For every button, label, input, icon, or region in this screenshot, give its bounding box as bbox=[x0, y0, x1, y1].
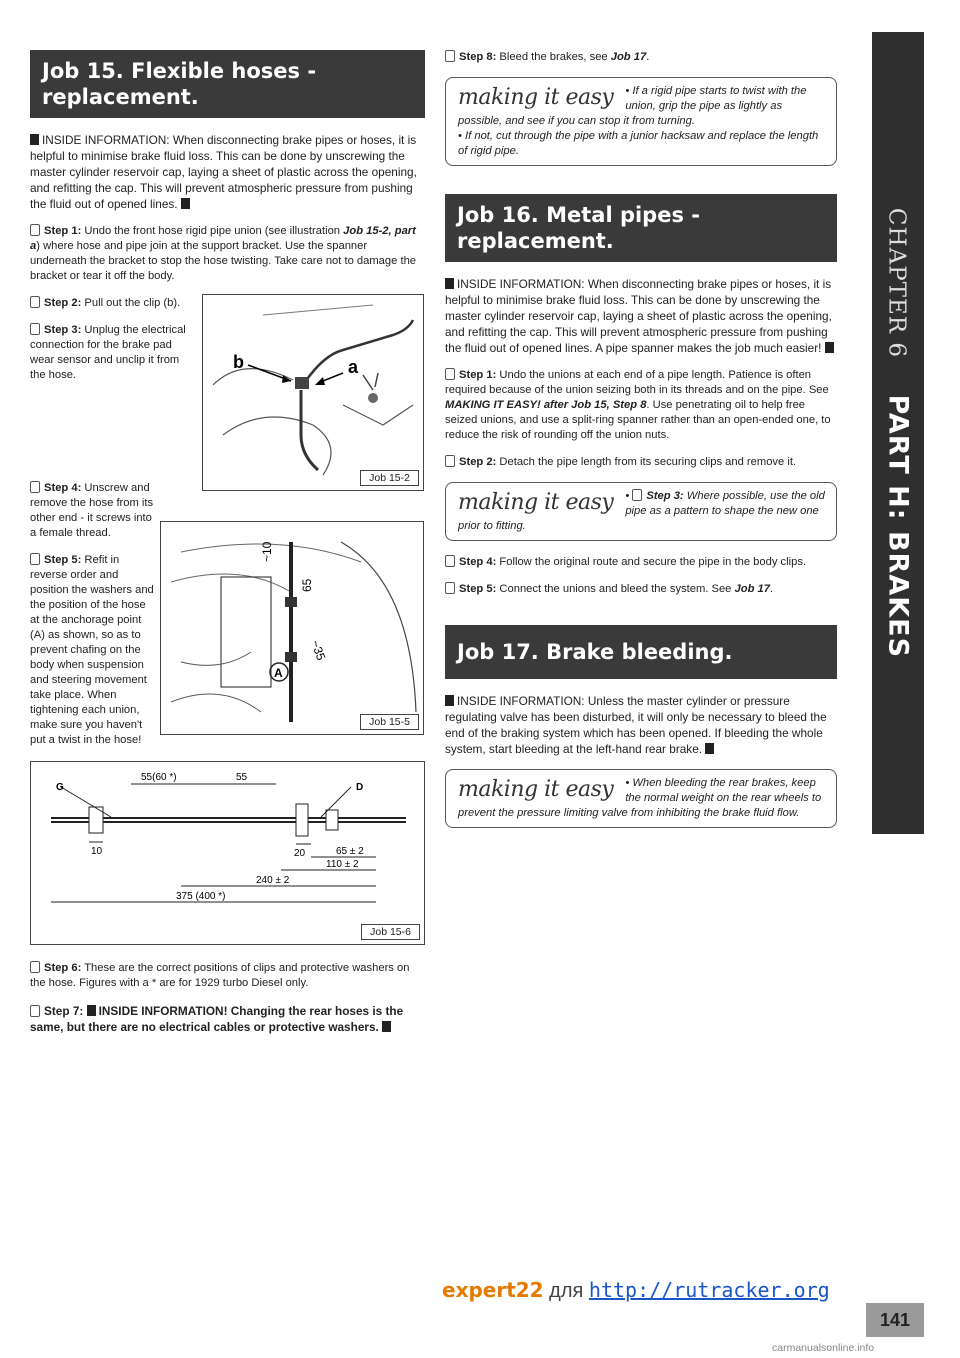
checkbox-icon bbox=[445, 368, 455, 380]
figure-caption: Job 15-6 bbox=[361, 924, 420, 940]
inside-info-icon bbox=[445, 695, 454, 706]
making-it-easy-logo: making it easy bbox=[458, 490, 614, 515]
hose-anchorage-illustration bbox=[161, 522, 423, 734]
right-column bbox=[445, 50, 837, 842]
job15-step3: Step 3: Unplug the electrical connection for the brake pad wear sensor and unclip it from the hose. bbox=[30, 324, 186, 381]
job16-step4: Step 4: Follow the original route and secure the pipe in the body clips. bbox=[445, 555, 837, 570]
inside-info-end-icon bbox=[382, 1021, 391, 1032]
dim-G: G bbox=[56, 782, 64, 793]
figure-caption: Job 15-2 bbox=[360, 470, 419, 486]
making-it-easy-box-3: making it easy • When bleeding the rear brakes, keep the normal weight on the rear wheels to prevent the pressure limiting valve from inhibiting the brake fluid flow. bbox=[445, 769, 837, 828]
dim-55-60: 55(60 *) bbox=[141, 772, 177, 783]
inside-info-icon bbox=[87, 1005, 96, 1016]
inside-info-icon bbox=[445, 278, 454, 289]
job15-step4: Step 4: Unscrew and remove the hose from its other end - it screws into a female thread. bbox=[30, 482, 154, 539]
fig2-label-b: b bbox=[233, 352, 244, 372]
step4-5-block bbox=[30, 481, 425, 781]
job15-inside-info: INSIDE INFORMATION: When disconnecting brake pipes or hoses, it is helpful to minimise brake fluid loss. This can be done by unscrewing the master cylinder reservoir cap, laying a sheet of plastic across the opening, and refitting the cap. This will prevent atmospheric pressure from pushing the fluid out of opened lines. bbox=[30, 133, 417, 211]
checkbox-icon bbox=[30, 481, 40, 493]
dim-240: 240 ± 2 bbox=[256, 875, 290, 886]
page-number: 141 bbox=[866, 1303, 924, 1337]
dim-65: 65 ± 2 bbox=[336, 846, 364, 857]
dim-D: D bbox=[356, 782, 364, 793]
inside-info-icon bbox=[30, 134, 39, 145]
chapter-sidebar bbox=[872, 32, 924, 834]
job16-inside-info: INSIDE INFORMATION: When disconnecting brake pipes or hoses, it is helpful to minimise brake fluid loss. This can be done by unscrewing the master cylinder reservoir cap, laying a sheet of plastic across the opening, and refitting the cap. This will prevent atmospheric pressure from pushing the fluid out of opened lines. A pipe spanner makes the job much easier! bbox=[445, 277, 832, 355]
chapter-label: CHAPTER 6 bbox=[883, 207, 910, 359]
job15-step5-start: Step 5: Refit in reverse order and position the washers and the position of the hose at the anchorage point (A) as shown, so as to prevent chafing on the body when suspension and steering movement take place. When tightening each union, make sure you haven't put a twist in the hose! bbox=[30, 554, 154, 746]
job15-step1: Step 1: Undo the front hose rigid pipe union (see illustration Job 15-2, part a) where hose and pipe join at the support bracket. Use the spanner underneath the bracket to stop the hose twisting. Take care not to damage the bracket or tear it off the body. bbox=[30, 225, 417, 282]
dim-55: 55 bbox=[236, 772, 248, 783]
checkbox-icon bbox=[30, 323, 40, 335]
site-watermark: carmanualsonline.info bbox=[772, 1342, 875, 1354]
inside-info-end-icon bbox=[705, 743, 714, 754]
job15-heading: Job 15. Flexible hoses - replacement. bbox=[30, 50, 425, 118]
checkbox-icon bbox=[30, 224, 40, 236]
job17-inside-info: INSIDE INFORMATION: Unless the master cylinder or pressure regulating valve has been disturbed, it will only be necessary to bleed the end of the braking system which has been opened. If bleeding the whole system, start bleeding at the left-hand rear brake. bbox=[445, 694, 827, 756]
brake-hose-bracket-illustration bbox=[203, 295, 423, 490]
dim-10: 10 bbox=[91, 846, 103, 857]
job17-heading: Job 17. Brake bleeding. bbox=[445, 625, 837, 679]
figure-job15-2 bbox=[202, 294, 424, 491]
checkbox-icon bbox=[30, 961, 40, 973]
figure-job15-5 bbox=[160, 521, 424, 735]
inside-info-end-icon bbox=[181, 198, 190, 209]
hose-dimensions-diagram bbox=[31, 762, 426, 944]
inside-info-end-icon bbox=[825, 342, 834, 353]
checkbox-icon bbox=[445, 555, 455, 567]
checkbox-icon bbox=[30, 296, 40, 308]
figure-job15-6 bbox=[30, 761, 425, 945]
checkbox-icon bbox=[30, 1005, 40, 1017]
checkbox-icon bbox=[445, 582, 455, 594]
checkbox-icon bbox=[632, 489, 642, 501]
job15-step8: Step 8: Bleed the brakes, see Job 17. bbox=[445, 50, 837, 65]
making-it-easy-box-1: making it easy • If a rigid pipe starts to twist with the union, grip the pipe as lightly as possible, and see if you can stop it from turning. • If not, cut through the pipe with a junior hacksaw and replace the length of rigid pipe. bbox=[445, 77, 837, 166]
checkbox-icon bbox=[30, 553, 40, 565]
fig5-dim-35: ~35 bbox=[308, 638, 329, 663]
job15-step6: Step 6: These are the correct positions of clips and protective washers on the hose. Figures with a * are for 1929 turbo Diesel only. bbox=[30, 962, 410, 989]
job16-heading: Job 16. Metal pipes - replacement. bbox=[445, 194, 837, 262]
dim-110: 110 ± 2 bbox=[326, 859, 359, 870]
job16-step2: Step 2: Detach the pipe length from its securing clips and remove it. bbox=[445, 455, 837, 470]
job16-step5: Step 5: Connect the unions and bleed the system. See Job 17. bbox=[445, 582, 837, 597]
watermark: expert22 для http://rutracker.org bbox=[442, 1278, 830, 1302]
job15-step7: Step 7: INSIDE INFORMATION! Changing the rear hoses is the same, but there are no electrical cables or protective washers. bbox=[30, 1004, 404, 1034]
dim-375: 375 (400 *) bbox=[176, 891, 226, 902]
job16-step1: Step 1: Undo the unions at each end of a pipe length. Patience is often required because of the union seizing both in its threads and on the pipe. See MAKING IT EASY! after Job 15, Step 8. Use penetrating oil to help free seized unions, and use a split-ring spanner rather than an open-ended one, to reduce the risk of rounding off the union nuts. bbox=[445, 369, 831, 441]
making-it-easy-logo: making it easy bbox=[458, 777, 614, 802]
making-it-easy-logo: making it easy bbox=[458, 85, 614, 110]
making-it-easy-box-2: making it easy • Step 3: Where possible, use the old pipe as a pattern to shape the new one prior to fitting. bbox=[445, 482, 837, 541]
fig5-dim-10: ~10 bbox=[260, 541, 274, 562]
job15-step2: Step 2: Pull out the clip (b). bbox=[30, 296, 190, 311]
fig5-dim-65: 65 bbox=[300, 578, 314, 592]
dim-20: 20 bbox=[294, 848, 306, 859]
checkbox-icon bbox=[445, 50, 455, 62]
figure-caption: Job 15-5 bbox=[360, 714, 419, 730]
rutracker-link[interactable]: http://rutracker.org bbox=[588, 1278, 830, 1302]
part-label: PART H: BRAKES bbox=[882, 394, 914, 659]
fig2-label-a: a bbox=[348, 357, 359, 377]
fig5-label-A: A bbox=[274, 666, 283, 680]
left-column bbox=[30, 50, 425, 1047]
checkbox-icon bbox=[445, 455, 455, 467]
